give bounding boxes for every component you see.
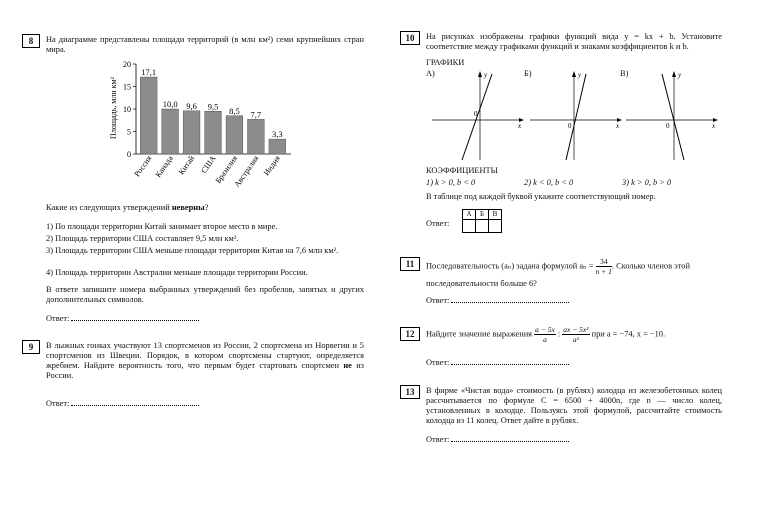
q10-answer-cell-c[interactable] <box>489 220 502 233</box>
graph-a-y-label: y <box>484 71 488 79</box>
q12-answer: Ответ: <box>426 358 569 368</box>
q8-question: Какие из следующих утверждений неверны? <box>46 203 209 212</box>
bar-value-label: 17,1 <box>141 67 157 78</box>
q12-text: Найдите значение выражения $\frac{a - 5x}{a}$ : $\frac{\text{ax − 5x²}}{\text{a²}}$ при a = −74, x = −10. <box>426 325 666 344</box>
q11-answer: Ответ: <box>426 296 569 306</box>
q10-coef-3: 3) k > 0, b > 0 <box>622 178 672 187</box>
q10-table-header-a: А <box>463 210 476 220</box>
q10-answer-label: Ответ: <box>426 219 450 228</box>
q8-question-bold: неверны <box>171 203 205 212</box>
bar <box>140 77 157 154</box>
q13-answer: Ответ: <box>426 435 569 445</box>
q11-fraction: $\frac{34}{n + 1}$ <box>595 257 612 276</box>
q10-coef-1: 1) k > 0, b < 0 <box>426 178 476 187</box>
y-tick-label: 5 <box>127 127 131 137</box>
q10-coef-title: КОЭФФИЦИЕНТЫ <box>426 166 498 175</box>
graph-c-line <box>662 74 684 160</box>
q13-answer-field[interactable] <box>451 441 569 442</box>
category-label: Россия <box>132 153 154 179</box>
graph-c-x-label: x <box>712 122 716 130</box>
task-number-10: 10 <box>400 31 420 45</box>
graph-b-x-label: x <box>616 122 620 130</box>
task-number-11: 11 <box>400 257 420 271</box>
q9-text-bold: не <box>343 360 352 370</box>
graph-c-origin: 0 <box>666 122 670 130</box>
q8-option-1: 1) По площади территории Китай занимает второе место в мире. <box>46 222 278 231</box>
q10-graphs-title: ГРАФИКИ <box>426 58 465 67</box>
q8-option-3: 3) Площадь территории США меньше площади территории Китая на 7,6 млн км². <box>46 246 339 255</box>
bar <box>248 119 265 154</box>
bar-value-label: 3,3 <box>271 129 283 140</box>
y-tick-label: 10 <box>123 105 131 114</box>
y-tick-label: 15 <box>123 82 131 92</box>
graph-b-y-label: y <box>578 71 582 79</box>
graph-a-line <box>462 74 492 160</box>
graph-a-x-label: x <box>518 122 522 130</box>
bar <box>269 139 286 154</box>
q11-answer-field[interactable] <box>451 302 569 303</box>
q9-answer-field[interactable] <box>71 405 199 406</box>
q10-graph-label-a: А) <box>426 69 435 78</box>
bar-value-label: 10,0 <box>162 99 178 109</box>
q10-table-header-c: В <box>489 210 502 220</box>
q10-answer-cell-b[interactable] <box>476 220 489 233</box>
q11-text: Последовательность (aₙ) задана формулой aₙ = $\frac{34}{n + 1}$ . Сколько членов этой последовательности больше 6? <box>426 257 690 288</box>
category-label: Китай <box>176 153 197 177</box>
category-label: США <box>199 153 218 175</box>
q8-answer-field[interactable] <box>71 320 199 321</box>
bar-value-label: 8,5 <box>229 105 240 116</box>
graph-b-origin: 0 <box>568 122 572 130</box>
graph-a <box>430 68 526 162</box>
q10-table-header-b: Б <box>476 210 489 220</box>
task-number-12: 12 <box>400 327 420 341</box>
bar <box>226 116 243 154</box>
q10-graph-label-c: В) <box>620 69 629 78</box>
category-label: Бразилия <box>213 153 240 185</box>
q12-answer-field[interactable] <box>451 364 569 365</box>
graph-c <box>624 68 720 162</box>
q8-answer: Ответ: <box>46 314 199 324</box>
q8-option-4: 4) Площадь территории Австралии меньше площади территории России. <box>46 268 308 277</box>
q9-answer: Ответ: <box>46 399 199 409</box>
q13-text: В фирме «Чистая вода» стоимость (в рублях) колодца из железобетонных колец рассчитывается по формуле C = 6500 + 4000n, где n — число колец, установленных в колодце. Пользуясь этой формулой, рассчитайте стоимость колодца из 11 колец. Ответ дайте в рублях. <box>426 386 722 425</box>
bar <box>183 111 200 154</box>
bar <box>205 111 222 154</box>
category-label: Австралия <box>232 153 261 189</box>
q9-text: В лыжных гонках участвуют 13 спортсменов из России, 2 спортсмена из Норвегии и 5 спортсменов из Швеции. Порядок, в котором спортсмены стартуют, определяется жребием. Найдите вероятность того, что первым будет стартовать спортсмен не из России. <box>46 341 364 380</box>
chart-ylabel: Площадь, млн км² <box>109 77 118 139</box>
bar <box>162 109 179 154</box>
q10-answer-table <box>462 209 502 233</box>
q10-answer-cell-a[interactable] <box>463 220 476 233</box>
category-label: Канада <box>153 153 175 179</box>
area-bar-chart <box>96 58 296 198</box>
task-number-13: 13 <box>400 385 420 399</box>
q8-option-2: 2) Площадь территории США составляет 9,5 млн км². <box>46 234 239 243</box>
q8-instruction: В ответе запишите номера выбранных утверждений без пробелов, запятых и других дополнительных символов. <box>46 285 364 304</box>
graph-b-line <box>566 74 586 160</box>
graph-a-origin: 0 <box>474 110 478 118</box>
category-label: Индия <box>261 153 282 178</box>
graph-c-y-label: y <box>678 71 682 79</box>
q12-fraction-2: $\frac{\text{ax − 5x²}}{\text{a²}}$ <box>563 325 589 344</box>
y-tick-label: 0 <box>127 150 131 159</box>
bar-value-label: 9,6 <box>186 100 197 111</box>
graph-b <box>528 68 624 162</box>
task-number-9: 9 <box>22 340 40 354</box>
bar-value-label: 7,7 <box>250 109 262 120</box>
q8-text: На диаграмме представлены площади территорий (в млн км²) семи крупнейших стран мира. <box>46 35 364 54</box>
bar-value-label: 9,5 <box>207 101 219 112</box>
task-number-8: 8 <box>22 34 40 48</box>
q10-text: На рисунках изображены графики функций вида y = kx + b. Установите соответствие между графиками функций и знаками коэффициентов k и b. <box>426 32 722 51</box>
y-tick-label: 20 <box>123 60 131 69</box>
q10-table-note: В таблице под каждой буквой укажите соответствующий номер. <box>426 192 656 201</box>
q10-coef-2: 2) k < 0, b < 0 <box>524 178 574 187</box>
q10-graph-label-b: Б) <box>524 69 532 78</box>
q12-fraction-1: $\frac{a - 5x}{a}$ <box>535 325 555 344</box>
